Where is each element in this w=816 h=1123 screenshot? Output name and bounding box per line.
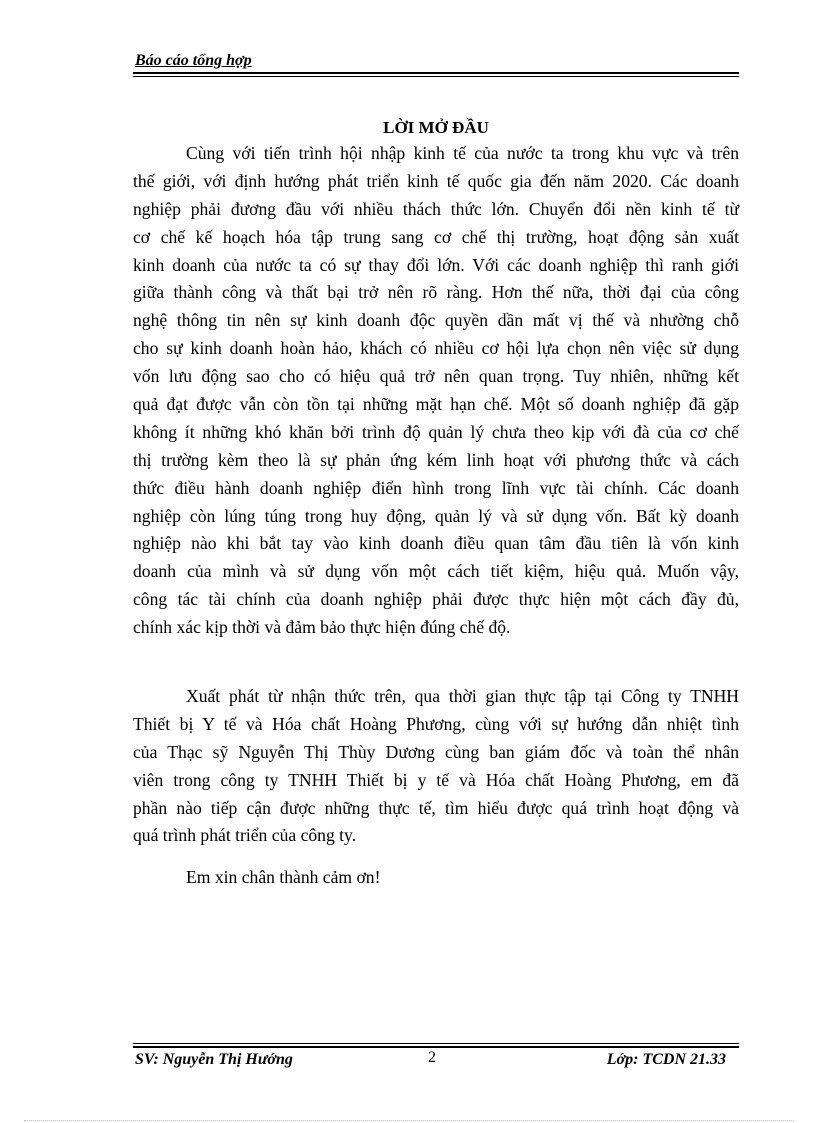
paragraph-line: cho sự kinh doanh hoàn hảo, khách có nhiều cơ hội lựa chọn nên việc sử dụng [133,338,739,359]
paragraph-line: vốn lưu động sao cho có hiệu quả trở nên quan trọng. Tuy nhiên, những kết [133,366,739,387]
paragraph-line: của Thạc sỹ Nguyễn Thị Thùy Dương cùng ban giám đốc và toàn thể nhân [133,741,739,762]
paragraph-line: quá trình phát triển của công ty. [133,825,357,846]
footer-page-number: 2 [428,1049,436,1066]
paragraph-line: cơ chế kế hoạch hóa tập trung sang cơ chế thị trường, hoạt động sản xuất [133,226,739,247]
paragraph-line: thức điều hành doanh nghiệp điển hình trong lĩnh vực tài chính. Các doanh [133,477,739,498]
paragraph-line: quả đạt được vẫn còn tồn tại những mặt hạn chế. Một số doanh nghiệp đã gặp [133,394,739,415]
paragraph-line: Cùng với tiến trình hội nhập kinh tế của nước ta trong khu vực và trên [186,143,739,163]
paragraph-line: giữa thành công và thất bại trở nên rõ ràng. Hơn thế nữa, thời đại của công [133,282,739,303]
header-rule-thin [133,76,739,77]
paragraph-line: doanh của mình và sử dụng vốn một cách tiết kiệm, hiệu quả. Muốn vậy, [133,561,739,582]
document-title: LỜI MỞ ĐẦU [383,118,489,137]
paragraph-1 [133,140,739,642]
paragraph-line: công tác tài chính của doanh nghiệp phải được thực hiện một cách đầy đủ, [133,589,739,610]
paragraph-2 [133,683,739,850]
footer-rule-thin [133,1043,739,1044]
paragraph-line: viên trong công ty TNHH Thiết bị y tế và Hóa chất Hoàng Phương, em đã [133,769,739,790]
paragraph-line: không ít những khó khăn bởi trình độ quản lý chưa theo kịp với đà của cơ chế [133,421,739,442]
footer-class: Lớp: TCDN 21.33 [606,1051,726,1068]
footer-rule-thick [133,1046,739,1048]
header-rule-thick [133,72,739,74]
paragraph-3: Em xin chân thành cảm ơn! [186,867,381,887]
paragraph-line: phần nào tiếp cận được những thực tế, tìm hiểu được quá trình hoạt động và [133,797,739,818]
paragraph-line: nghiệp nào khi bắt tay vào kinh doanh điều quan tâm đầu tiên là vốn kinh [133,533,739,554]
paragraph-line: thị trường kèm theo là sự phản ứng kém linh hoạt với phương thức và cách [133,449,739,470]
paragraph-line: nghiệp còn lúng túng trong huy động, quản lý và sử dụng vốn. Bất kỳ doanh [133,505,739,526]
paragraph-line: nghệ thông tin nên sự kinh doanh độc quyền dần mất vị thế và nhường chỗ [133,310,739,331]
footer-student: SV: Nguyễn Thị Hướng [135,1051,293,1068]
paragraph-line: thế giới, với định hướng phát triển kinh tế quốc gia đến năm 2020. Các doanh [133,170,739,191]
page-edge-divider [24,1120,794,1121]
header-title: Báo cáo tổng hợp [135,52,252,69]
paragraph-line: chính xác kịp thời và đảm bảo thực hiện đúng chế độ. [133,617,511,638]
paragraph-line: Xuất phát từ nhận thức trên, qua thời gian thực tập tại Công ty TNHH [186,686,739,706]
paragraph-line: kinh doanh của nước ta có sự thay đổi lớn. Với các doanh nghiệp thì ranh giới [133,254,739,275]
paragraph-line: Thiết bị Y tế và Hóa chất Hoàng Phương, cùng với sự hướng dẫn nhiệt tình [133,713,739,734]
paragraph-line: nghiệp phải đương đầu với nhiều thách thức lớn. Chuyển đổi nền kinh tế từ [133,198,739,219]
